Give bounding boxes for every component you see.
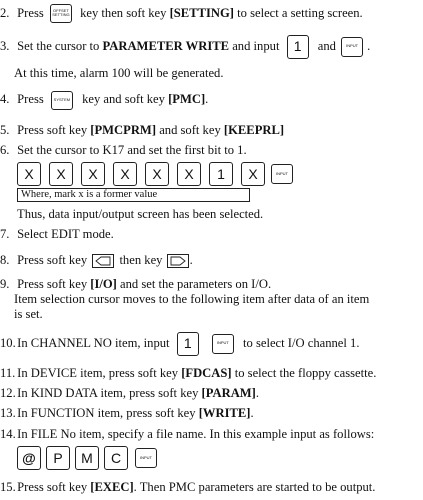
step-9: 9. Press soft key [I/O] and set the parameters on I/O. [0,277,272,291]
step-15: 15. Press soft key [EXEC]. Then PMC parameters are started to be output. [0,480,376,494]
soft-key-label: [EXEC] [90,480,134,494]
m-key[interactable]: M [75,446,99,470]
soft-key-label: [SETTING] [169,6,234,20]
step-7: 7. Select EDIT mode. [0,227,114,241]
at-key[interactable]: @ [17,446,41,470]
step-10: 10. In CHANNEL NO item, input 1 INPUT to select I/O channel 1. [0,336,359,352]
step-number: 5. [0,123,10,137]
step-5: 5. Press soft key [PMCPRM] and soft key [KEEPRL] [0,123,285,137]
step-number: 11. [0,366,16,380]
step-number: 4. [0,92,10,106]
input-key[interactable]: INPUT [271,164,293,184]
input-key[interactable]: INPUT [212,334,234,354]
step-number: 15. [0,480,16,494]
key-1[interactable]: 1 [177,332,199,356]
step-number: 12. [0,386,16,400]
step-9-note: Item selection cursor moves to the following item after data of an item [14,292,370,306]
step-2: 2. Press OFFSET SETTING key then soft key [SETTING] to select a setting screen. [0,6,363,22]
left-arrow-icon [92,254,114,268]
step-3: 3. Set the cursor to PARAMETER WRITE and input 1 and INPUT . [0,39,370,55]
step-number: 10. [0,336,16,350]
step-number: 8. [0,253,10,267]
input-key[interactable]: INPUT [135,448,157,468]
c-key[interactable]: C [104,446,128,470]
bit-key[interactable]: X [145,162,169,186]
system-key[interactable]: SYSTEM [51,91,73,110]
bit-key[interactable]: X [17,162,41,186]
key-1[interactable]: 1 [287,35,309,59]
input-key[interactable]: INPUT [341,37,363,57]
soft-key-label: [I/O] [90,277,117,291]
step-number: 13. [0,406,16,420]
step-14: 14. In FILE No item, specify a file name. In this example input as follows: [0,427,375,441]
step-12: 12. In KIND DATA item, press soft key [PARAM]. [0,386,260,400]
step-number: 6. [0,143,10,157]
note-box: Where, mark x is a former value [17,188,250,202]
step-3-note: At this time, alarm 100 will be generated. [14,66,224,80]
step-4: 4. Press SYSTEM key and soft key [PMC]. [0,92,208,108]
bit-key[interactable]: X [49,162,73,186]
bit-key[interactable]: X [113,162,137,186]
step-number: 14. [0,427,16,441]
step-number: 2. [0,6,10,20]
soft-key-label: [PARAM] [201,386,256,400]
soft-key-label: [KEEPRL] [223,123,285,137]
bit-key[interactable]: X [81,162,105,186]
step-13: 13. In FUNCTION item, press soft key [WRITE]. [0,406,254,420]
soft-key-label: [PMC] [168,92,206,106]
p-key[interactable]: P [46,446,70,470]
bit-key[interactable]: X [177,162,201,186]
left-arrow-softkey[interactable] [92,254,114,268]
offset-setting-key[interactable]: OFFSET SETTING [50,4,72,23]
soft-key-label: [PMCPRM] [90,123,157,137]
step-9-note-cont: is set. [14,307,43,321]
step-8: 8. Press soft key then key . [0,253,193,267]
soft-key-label: [FDCAS] [181,366,232,380]
step-number: 7. [0,227,10,241]
right-arrow-softkey[interactable] [167,254,189,268]
step-number: 3. [0,39,10,53]
step-6: 6. Set the cursor to K17 and set the first bit to 1. [0,143,247,157]
step-11: 11. In DEVICE item, press soft key [FDCAS] to select the floppy cassette. [0,366,377,380]
soft-key-label: [WRITE] [198,406,251,420]
step-6-result: Thus, data input/output screen has been selected. [17,207,264,221]
bit-key[interactable]: 1 [209,162,233,186]
step-number: 9. [0,277,10,291]
right-arrow-icon [167,254,189,268]
bit-key[interactable]: X [241,162,265,186]
